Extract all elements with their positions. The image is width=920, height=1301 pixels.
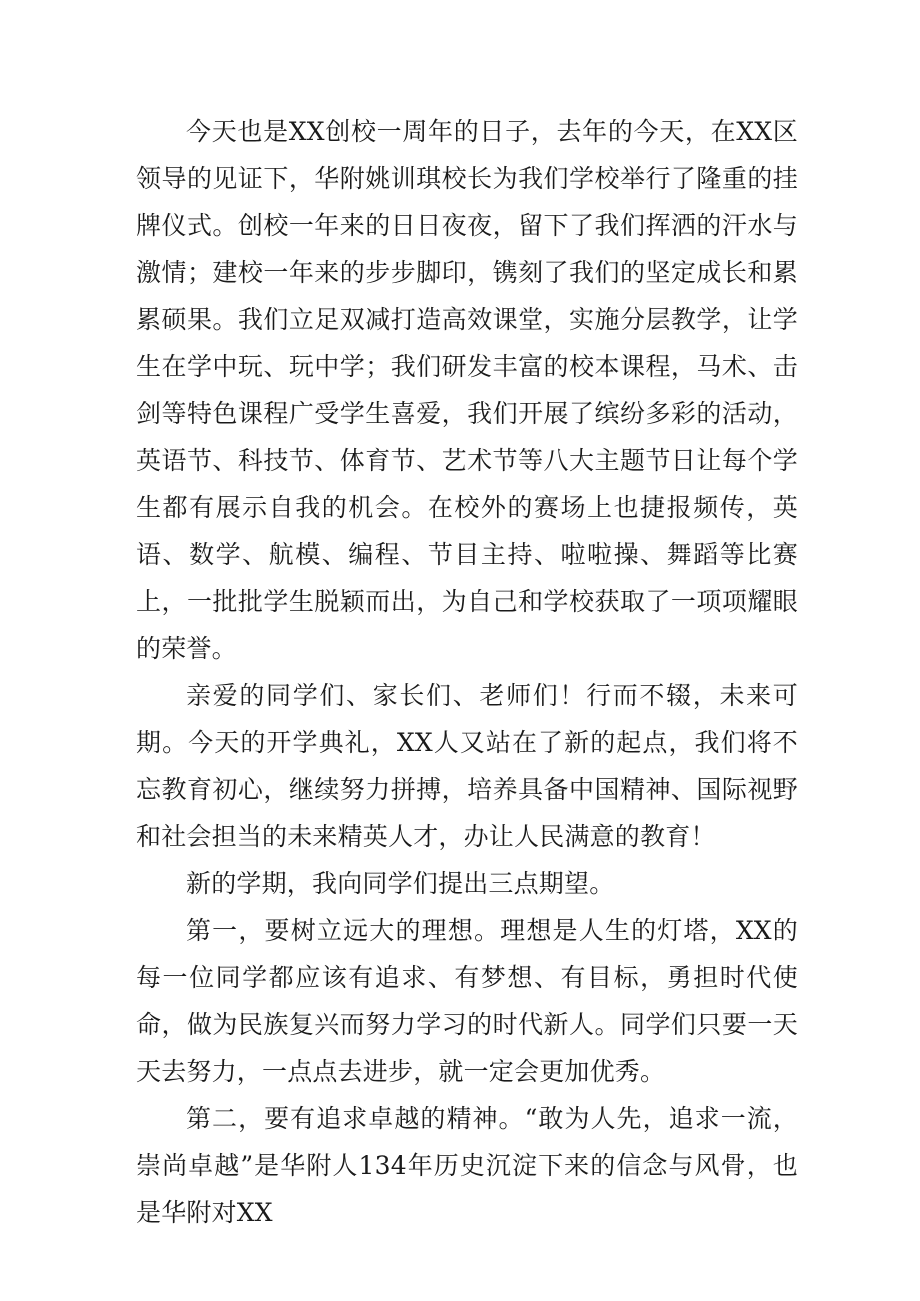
paragraph-first-expectation: 第一，要树立远大的理想。理想是人生的灯塔，XX的每一位同学都应该有追求、有梦想、有目标，勇担时代使命，做为民族复兴而努力学习的时代新人。同学们只要一天天去努力，一点点去进步，就一定会更加优秀。 <box>136 916 798 1086</box>
paragraph-second-expectation: 第二，要有追求卓越的精神。“敢为人先，追求一流，崇尚卓越”是华附人134年历史沉淀下来的信念与风骨，也是华附对XX <box>136 1104 798 1227</box>
document-body <box>136 108 798 1236</box>
paragraph-greeting: 亲爱的同学们、家长们、老师们！行而不辍，未来可期。今天的开学典礼，XX人又站在了新的起点，我们将不忘教育初心，继续努力拼搏，培养具备中国精神、国际视野和社会担当的未来精英人才，办让人民满意的教育！ <box>136 681 798 851</box>
paragraph-expectations-intro: 新的学期，我向同学们提出三点期望。 <box>186 869 615 898</box>
paragraph-anniversary: 今天也是XX创校一周年的日子，去年的今天，在XX区领导的见证下，华附姚训琪校长为我们学校举行了隆重的挂牌仪式。创校一年来的日日夜夜，留下了我们挥洒的汗水与激情；建校一年来的步步脚印，镌刻了我们的坚定成长和累累硕果。我们立足双减打造高效课堂，实施分层教学，让学生在学中玩、玩中学；我们研发丰富的校本课程，马术、击剑等特色课程广受学生喜爱，我们开展了缤纷多彩的活动，英语节、科技节、体育节、艺术节等八大主题节日让每个学生都有展示自我的机会。在校外的赛场上也捷报频传，英语、数学、航模、编程、节目主持、啦啦操、舞蹈等比赛上，一批批学生脱颖而出，为自己和学校获取了一项项耀眼的荣誉。 <box>136 117 798 663</box>
